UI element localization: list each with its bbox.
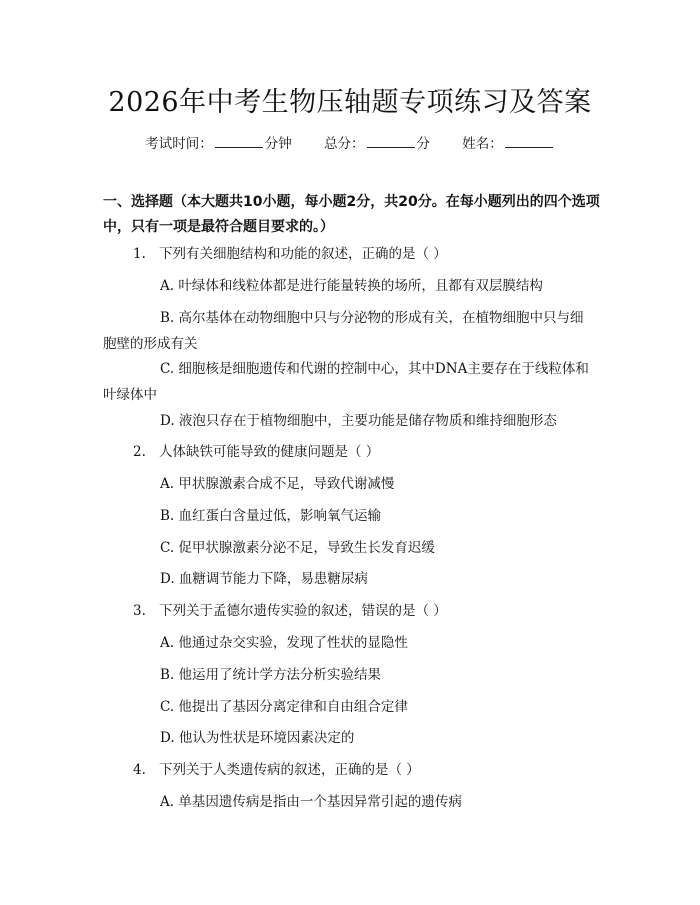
exam-time-label: 考试时间： <box>145 136 213 152</box>
question-number: 1. <box>133 246 146 262</box>
question-2-option-d: D. 血糖调节能力下降，易患糖尿病 <box>160 571 368 587</box>
question-number: 4. <box>133 762 146 778</box>
student-name-label: 姓名： <box>462 136 503 152</box>
question-4-option-a: A. 单基因遗传病是指由一个基因异常引起的遗传病 <box>160 794 462 810</box>
question-number: 3. <box>133 603 146 619</box>
total-score-label: 总分： <box>324 136 365 152</box>
question-number: 2. <box>133 444 146 460</box>
section-heading: 一、选择题（本大题共10小题，每小题2分，共20分。在每小题列出的四个选项中，只有一项是最符合题目要求的。） <box>103 194 600 235</box>
question-1-option-b: B. 高尔基体在动物细胞中只与分泌物的形成有关，在植物细胞中只与细胞壁的形成有关 <box>103 310 584 352</box>
question-3-option-c: C. 他提出了基因分离定律和自由组合定律 <box>160 699 408 715</box>
question-1-option-c: C. 细胞核是细胞遗传和代谢的控制中心，其中DNA主要存在于线粒体和叶绿体中 <box>103 361 589 403</box>
total-score-unit: 分 <box>416 136 430 152</box>
question-stem: 下列有关细胞结构和功能的叙述，正确的是（ ） <box>159 246 447 262</box>
exam-time-field <box>145 132 292 152</box>
question-2-option-b: B. 血红蛋白含量过低，影响氧气运输 <box>160 508 382 524</box>
question-3-option-d: D. 他认为性状是环境因素决定的 <box>160 730 355 746</box>
total-score-blank <box>367 135 415 148</box>
question-stem: 下列关于孟德尔遗传实验的叙述，错误的是（ ） <box>159 603 447 619</box>
page-title: 2026年中考生物压轴题专项练习及答案 <box>108 87 592 118</box>
question-2 <box>133 440 593 464</box>
exam-time-unit: 分钟 <box>264 136 292 152</box>
total-score-field <box>324 132 430 152</box>
question-1-option-d: D. 液泡只存在于植物细胞中，主要功能是储存物质和维持细胞形态 <box>160 413 557 429</box>
question-3-option-a: A. 他通过杂交实验，发现了性状的显隐性 <box>160 635 408 651</box>
question-2-option-a: A. 甲状腺激素合成不足，导致代谢减慢 <box>160 476 395 492</box>
exam-info-line <box>0 132 700 152</box>
question-2-option-c: C. 促甲状腺激素分泌不足，导致生长发育迟缓 <box>160 540 435 556</box>
question-stem: 人体缺铁可能导致的健康问题是（ ） <box>159 444 380 460</box>
question-1 <box>133 242 593 266</box>
question-stem: 下列关于人类遗传病的叙述，正确的是（ ） <box>159 762 420 778</box>
question-1-option-a: A. 叶绿体和线粒体都是进行能量转换的场所，且都有双层膜结构 <box>160 278 543 294</box>
exam-time-blank <box>215 135 263 148</box>
question-4 <box>133 758 593 782</box>
student-name-blank <box>505 135 553 148</box>
student-name-field <box>462 132 555 152</box>
question-3 <box>133 599 593 623</box>
question-3-option-b: B. 他运用了统计学方法分析实验结果 <box>160 667 382 683</box>
